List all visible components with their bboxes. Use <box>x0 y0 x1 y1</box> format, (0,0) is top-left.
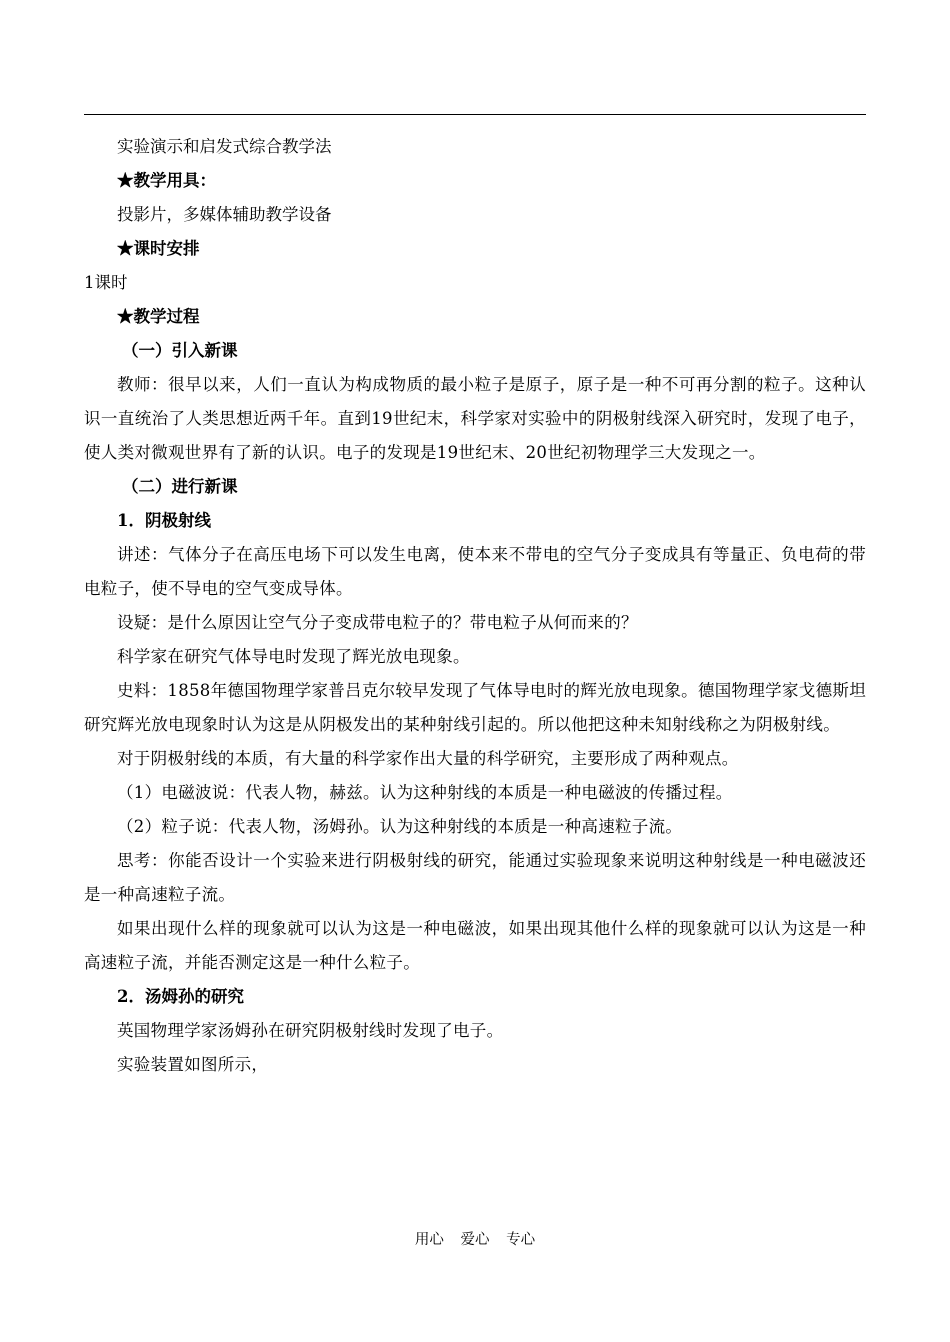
section1-paragraph-6: （1）电磁波说：代表人物，赫兹。认为这种射线的本质是一种电磁波的传播过程。 <box>117 783 733 802</box>
schedule-heading: ★课时安排 <box>117 239 200 258</box>
section2-heading: 2．汤姆孙的研究 <box>117 987 244 1006</box>
intro-paragraph: 教师：很早以来，人们一直认为构成物质的最小粒子是原子，原子是一种不可再分割的粒子。这种认识一直统治了人类思想近两千年。直到19世纪末，科学家对实验中的阴极射线深入研究时，发现了电子，使人类对微观世界有了新的认识。电子的发现是19世纪末、20世纪初物理学三大发现之一。 <box>84 375 866 462</box>
tools-heading: ★教学用具： <box>117 171 216 190</box>
new-lesson-heading: （二）进行新课 <box>121 477 238 496</box>
section2-paragraph-2: 实验装置如图所示， <box>117 1055 269 1074</box>
teaching-method: 实验演示和启发式综合教学法 <box>117 137 332 156</box>
section1-paragraph-5: 对于阴极射线的本质，有大量的科学家作出大量的科学研究，主要形成了两种观点。 <box>117 749 739 768</box>
schedule-text: 1课时 <box>84 273 128 292</box>
section1-heading: 1．阴极射线 <box>117 511 211 530</box>
section1-paragraph-3: 科学家在研究气体导电时发现了辉光放电现象。 <box>117 647 470 666</box>
section1-paragraph-1: 讲述：气体分子在高压电场下可以发生电离，使本来不带电的空气分子变成具有等量正、负电荷的带电粒子，使不导电的空气变成导体。 <box>84 545 866 598</box>
process-heading: ★教学过程 <box>117 307 200 326</box>
section1-paragraph-8: 思考：你能否设计一个实验来进行阴极射线的研究，能通过实验现象来说明这种射线是一种电磁波还是一种高速粒子流。 <box>84 851 866 904</box>
footer-word-3: 专心 <box>506 1232 536 1248</box>
footer-word-1: 用心 <box>414 1232 444 1248</box>
section1-paragraph-9: 如果出现什么样的现象就可以认为这是一种电磁波，如果出现其他什么样的现象就可以认为这是一种高速粒子流，并能否测定这是一种什么粒子。 <box>84 919 866 972</box>
document-body <box>84 130 866 1082</box>
header-rule <box>84 114 866 115</box>
section1-paragraph-7: （2）粒子说：代表人物，汤姆孙。认为这种射线的本质是一种高速粒子流。 <box>117 817 683 836</box>
section1-paragraph-2: 设疑：是什么原因让空气分子变成带电粒子的？带电粒子从何而来的？ <box>117 613 638 632</box>
tools-text: 投影片，多媒体辅助教学设备 <box>117 205 332 224</box>
intro-heading: （一）引入新课 <box>121 341 238 360</box>
page-footer <box>0 1228 950 1249</box>
footer-word-2: 爱心 <box>460 1232 490 1248</box>
section1-paragraph-4: 史料：1858年德国物理学家普吕克尔较早发现了气体导电时的辉光放电现象。德国物理学家戈德斯坦研究辉光放电现象时认为这是从阴极发出的某种射线引起的。所以他把这种未知射线称之为阴极射线。 <box>84 681 866 734</box>
section2-paragraph-1: 英国物理学家汤姆孙在研究阴极射线时发现了电子。 <box>117 1021 504 1040</box>
